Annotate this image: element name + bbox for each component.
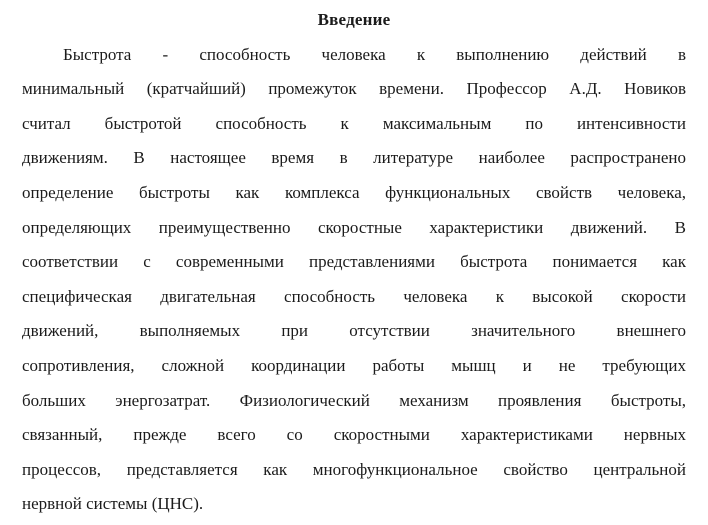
paragraph-line: движениям. В настоящее время в литературе наиболее распространено xyxy=(22,148,686,168)
paragraph-line: больших энергозатрат. Физиологический механизм проявления быстроты, xyxy=(22,390,686,410)
paragraph-line: специфическая двигательная способность человека к высокой скорости xyxy=(22,286,686,306)
paragraph-line: связанный, прежде всего со скоростными характеристиками нервных xyxy=(22,425,686,445)
paragraph-line: Быстрота - способность человека к выполнению действий в xyxy=(63,44,686,64)
paragraph-line: определяющих преимущественно скоростные характеристики движений. В xyxy=(22,217,686,237)
paragraph xyxy=(22,38,686,522)
paragraph-line: определение быстроты как комплекса функциональных свойств человека, xyxy=(22,182,686,202)
paragraph-line: нервной системы (ЦНС). xyxy=(22,494,204,514)
paragraph-line: соответствии с современными представлениями быстрота понимается как xyxy=(22,252,686,272)
paragraph-line: сопротивления, сложной координации работы мышц и не требующих xyxy=(22,355,686,375)
paragraph-line: считал быстротой способность к максимальным по интенсивности xyxy=(22,113,686,133)
paragraph-line: движений, выполняемых при отсутствии значительного внешнего xyxy=(22,321,686,341)
section-title: Введение xyxy=(317,10,391,29)
paragraph-line: минимальный (кратчайший) промежуток времени. Профессор А.Д. Новиков xyxy=(22,79,686,99)
paragraph-line: процессов, представляется как многофункциональное свойство центральной xyxy=(22,459,686,479)
